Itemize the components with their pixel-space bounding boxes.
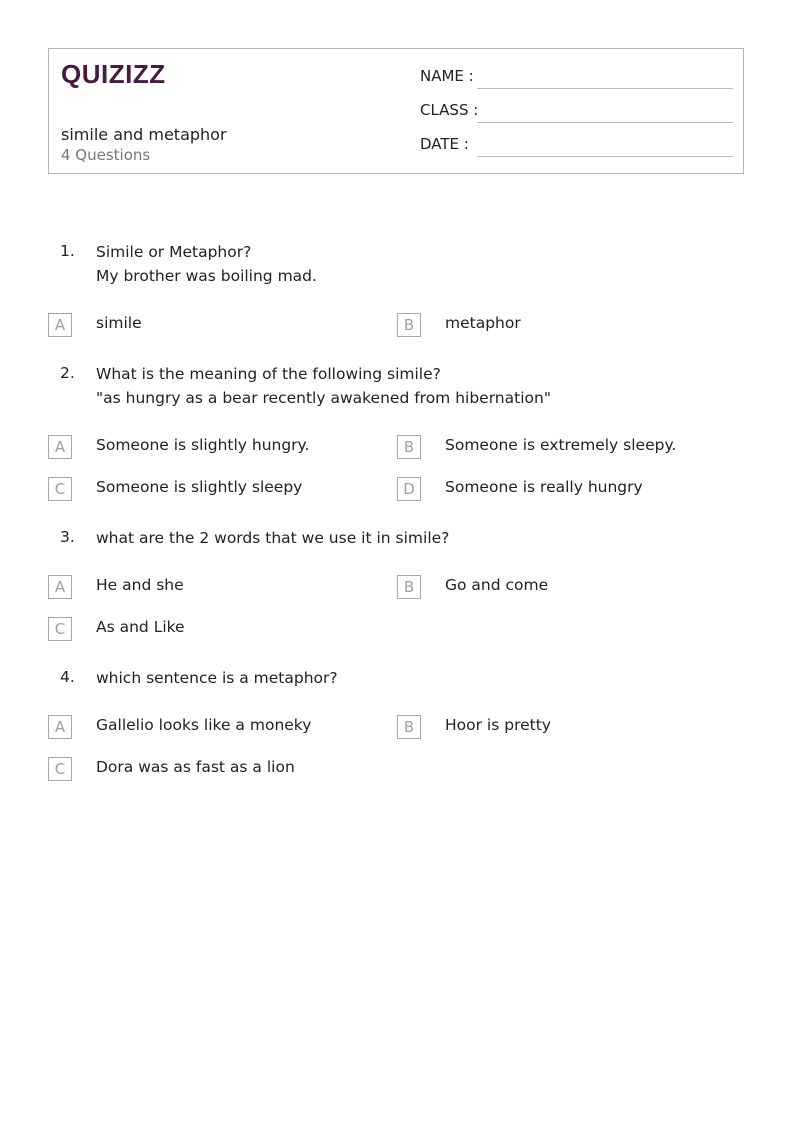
class-field: [420, 101, 733, 125]
option-letter-box: C: [48, 617, 72, 641]
date-label: DATE :: [420, 135, 469, 153]
worksheet-header: [48, 48, 744, 174]
option-letter-box: A: [48, 313, 72, 337]
name-label: NAME :: [420, 67, 474, 85]
option-letter-box: B: [397, 313, 421, 337]
quizizz-logo: QUIZIZZ: [61, 59, 166, 89]
option-letter-box: C: [48, 477, 72, 501]
option-text: Someone is slightly hungry.: [96, 436, 310, 454]
question-number: 3.: [60, 528, 75, 546]
option-text: Someone is slightly sleepy: [96, 478, 303, 496]
quiz-title: simile and metaphor: [61, 125, 227, 144]
question-number: 4.: [60, 668, 75, 686]
option-text: Someone is really hungry: [445, 478, 643, 496]
date-line[interactable]: [477, 156, 733, 157]
date-field: [420, 135, 733, 159]
option-letter-box: A: [48, 575, 72, 599]
name-field: [420, 67, 733, 91]
name-line[interactable]: [477, 88, 733, 89]
option-text: simile: [96, 314, 142, 332]
option-letter-box: A: [48, 435, 72, 459]
option-text: As and Like: [96, 618, 185, 636]
question-count: 4 Questions: [61, 146, 151, 164]
question-text-line: which sentence is a metaphor?: [96, 669, 338, 687]
option-text: Someone is extremely sleepy.: [445, 436, 677, 454]
question-text-line: "as hungry as a bear recently awakened from hibernation": [96, 389, 551, 407]
option-text: metaphor: [445, 314, 521, 332]
option-letter-box: D: [397, 477, 421, 501]
option-letter-box: B: [397, 715, 421, 739]
option-letter-box: C: [48, 757, 72, 781]
option-text: He and she: [96, 576, 184, 594]
question-text-line: Simile or Metaphor?: [96, 243, 252, 261]
class-line[interactable]: [477, 122, 733, 123]
question-number: 2.: [60, 364, 75, 382]
question-text-line: My brother was boiling mad.: [96, 267, 317, 285]
question-text-line: what are the 2 words that we use it in simile?: [96, 529, 450, 547]
question-text-line: What is the meaning of the following simile?: [96, 365, 441, 383]
option-letter-box: B: [397, 575, 421, 599]
question-number: 1.: [60, 242, 75, 260]
option-text: Go and come: [445, 576, 549, 594]
class-label: CLASS :: [420, 101, 479, 119]
option-letter-box: B: [397, 435, 421, 459]
option-letter-box: A: [48, 715, 72, 739]
option-text: Hoor is pretty: [445, 716, 551, 734]
option-text: Dora was as fast as a lion: [96, 758, 295, 776]
option-text: Gallelio looks like a moneky: [96, 716, 312, 734]
